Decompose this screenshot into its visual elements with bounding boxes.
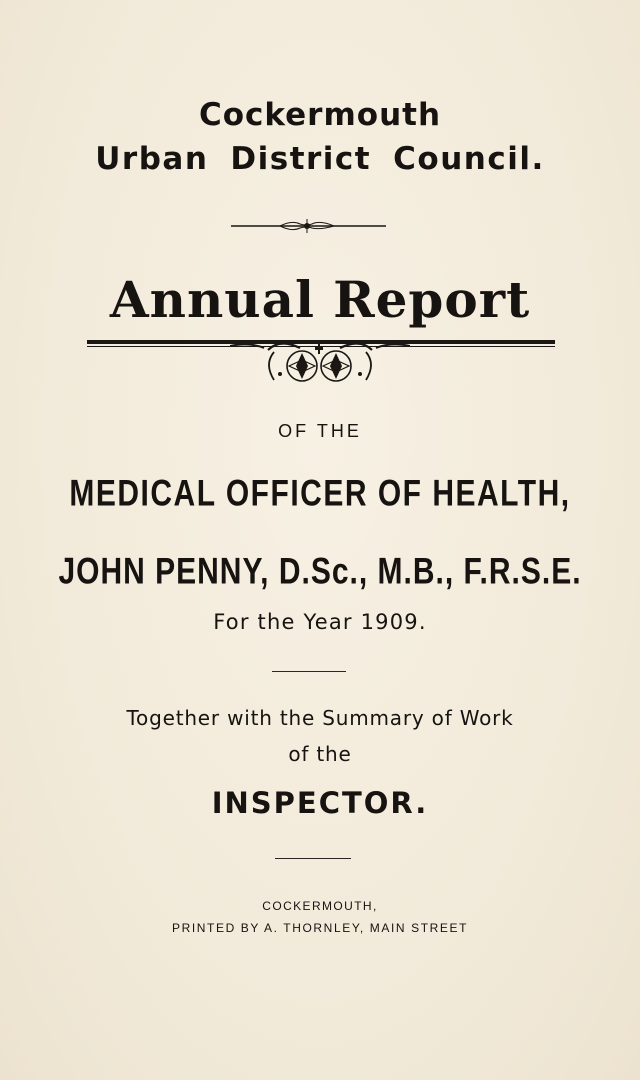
council-name (0, 141, 640, 177)
council-word-council: Council. (393, 141, 545, 177)
of-the-label: OF THE (278, 421, 362, 441)
of-the-line: of the (288, 742, 352, 766)
printer-imprint: PRINTED BY A. THORNLEY, MAIN STREET (171, 921, 469, 935)
small-ornamental-rule (0, 218, 640, 234)
together-line: Together with the Summary of Work (126, 706, 514, 730)
inspector-heading: INSPECTOR. (211, 786, 429, 820)
divider-rule-lower (275, 858, 351, 859)
printer-town: COCKERMOUTH, (262, 899, 378, 913)
small-rule-ornament-icon (0, 218, 640, 234)
officer-title: MEDICAL OFFICER OF HEALTH, (69, 473, 571, 515)
council-town: Cockermouth (198, 97, 442, 133)
report-word-report: Report (333, 270, 531, 329)
council-word-district: District (230, 141, 372, 177)
floral-ornament-icon (230, 340, 410, 390)
report-word-annual: Annual (109, 270, 316, 329)
report-year: For the Year 1909. (213, 610, 427, 634)
officer-name: JOHN PENNY, D.Sc., M.B., F.R.S.E. (58, 551, 582, 593)
council-word-urban: Urban (95, 141, 209, 177)
divider-rule (272, 671, 346, 672)
report-heading (0, 270, 640, 329)
